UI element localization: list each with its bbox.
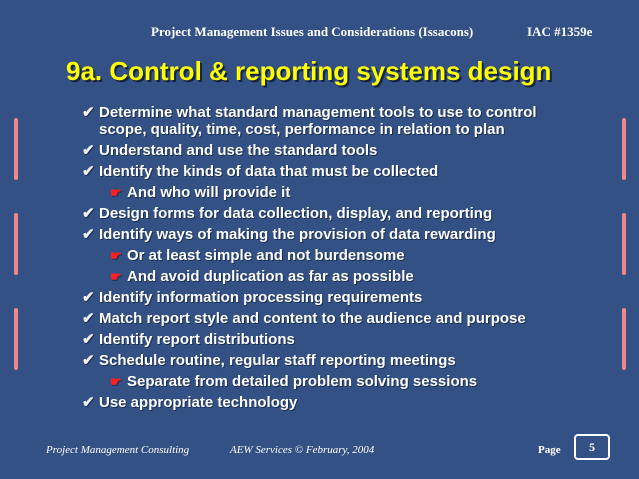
bullet-text: Match report style and content to the audience and purpose (99, 310, 526, 327)
page-label: Page (538, 444, 561, 456)
bullet-text: And avoid duplication as far as possible (127, 268, 414, 285)
header-code: IAC #1359e (527, 24, 593, 39)
bullet-item (82, 142, 582, 159)
header-title: Project Management Issues and Considerations (Issacons) (151, 24, 474, 39)
bullet-text: Separate from detailed problem solving sessions (127, 373, 478, 390)
bullet-text: Identify report distributions (99, 331, 295, 348)
bullet-text: Design forms for data collection, display, and reporting (99, 205, 493, 222)
bullet-item (82, 104, 582, 138)
bullet-text: Identify information processing requirements (99, 289, 423, 306)
bullet-item (82, 394, 582, 411)
left-accent-bar-top (14, 118, 18, 180)
pointing-hand-icon: ☛ (110, 185, 122, 200)
left-accent-bar-bottom (14, 308, 18, 370)
bullet-text: Schedule routine, regular staff reporting meetings (99, 352, 456, 369)
bullet-item (82, 331, 582, 348)
footer-company: Project Management Consulting (46, 444, 190, 456)
right-accent-bar-top (622, 118, 626, 180)
check-icon: ✔ (82, 163, 95, 180)
check-icon: ✔ (82, 394, 95, 411)
bullet-item (82, 226, 582, 243)
bullet-item (82, 310, 582, 327)
check-icon: ✔ (82, 104, 95, 121)
check-icon: ✔ (82, 352, 95, 369)
bullet-item (82, 289, 582, 306)
pointing-hand-icon: ☛ (110, 374, 122, 389)
bullet-item (82, 205, 582, 222)
bullet-text: Identify the kinds of data that must be collected (99, 163, 439, 180)
pointing-hand-icon: ☛ (110, 269, 122, 284)
slide-footer (0, 439, 639, 462)
left-accent-bar-middle (14, 213, 18, 275)
bullet-text: Determine what standard management tools to use to control scope, quality, time, cost, performance in relation to plan (99, 104, 537, 138)
sub-bullet-item (82, 373, 582, 390)
bullet-text: Understand and use the standard tools (99, 142, 378, 159)
right-accent-bar-middle (622, 213, 626, 275)
bullet-item (82, 163, 582, 180)
slide-header (0, 24, 639, 42)
bullet-text: Or at least simple and not burdensome (127, 247, 405, 264)
slide-title: 9a. Control & reporting systems design (66, 56, 552, 86)
pointing-hand-icon: ☛ (110, 248, 122, 263)
bullet-text: Use appropriate technology (99, 394, 298, 411)
right-accent-bar-bottom (622, 308, 626, 370)
bullet-text: Identify ways of making the provision of data rewarding (99, 226, 496, 243)
page-number-box (574, 434, 610, 460)
check-icon: ✔ (82, 331, 95, 348)
sub-bullet-item (82, 247, 582, 264)
sub-bullet-item (82, 184, 582, 201)
check-icon: ✔ (82, 289, 95, 306)
check-icon: ✔ (82, 310, 95, 327)
check-icon: ✔ (82, 205, 95, 222)
footer-copyright: AEW Services © February, 2004 (230, 444, 375, 456)
check-icon: ✔ (82, 142, 95, 159)
bullet-text: And who will provide it (127, 184, 291, 201)
bullet-list (82, 104, 582, 415)
sub-bullet-item (82, 268, 582, 285)
check-icon: ✔ (82, 226, 95, 243)
page-number: 5 (589, 439, 595, 454)
bullet-item (82, 352, 582, 369)
